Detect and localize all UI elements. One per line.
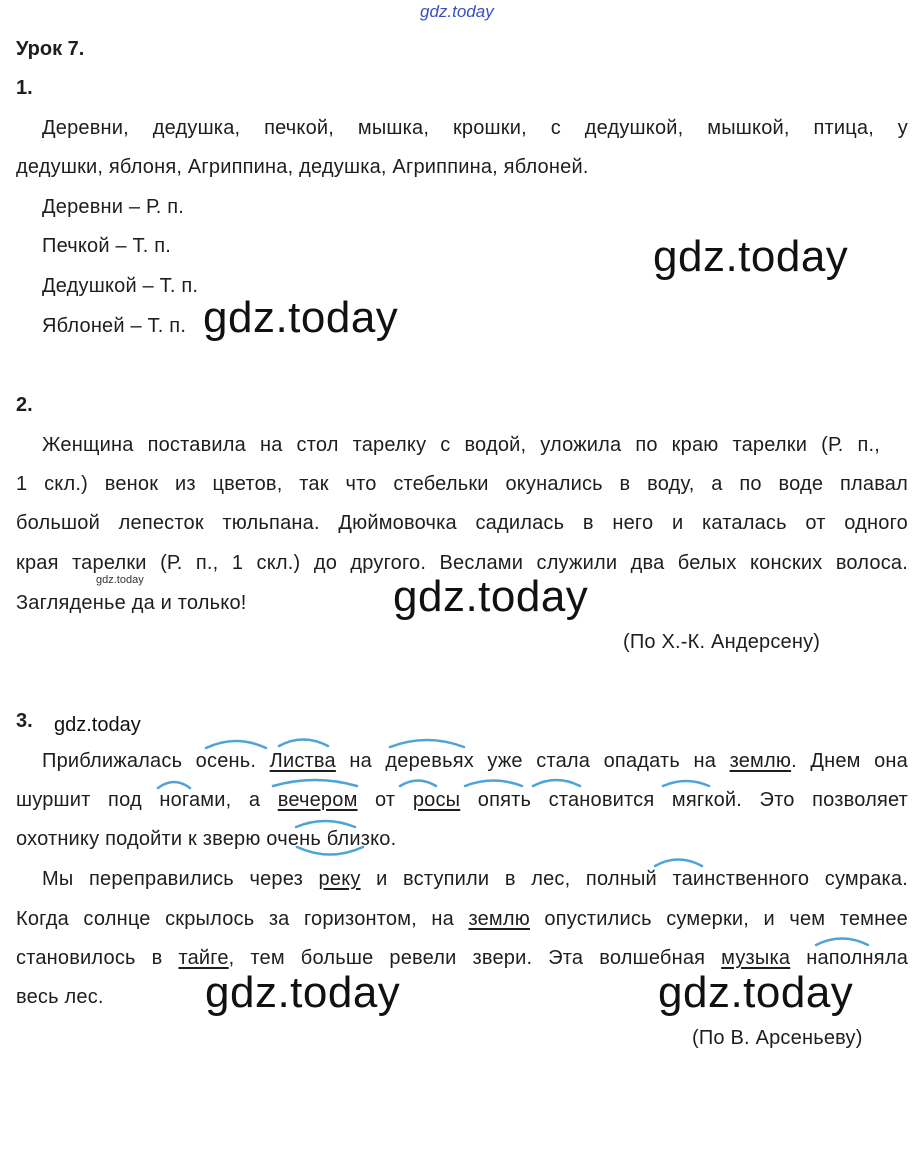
task3-p2-line2: Когда солнце скрылось за горизонтом, на землю опустились сумерки, и чем темнее — [16, 908, 908, 930]
task2-line: 1 скл.) венок из цветов, так что стебельки окунались в воду, а по воде плавал — [16, 473, 908, 495]
task1-answer: Яблоней – Т. п. — [42, 315, 187, 337]
ending-arc — [663, 781, 709, 786]
task2-line: большой лепесток тюльпана. Дюймовочка садилась в него и каталась от одного — [16, 512, 908, 534]
watermark: gdz.today — [658, 968, 854, 1017]
task1-answer: Печкой – Т. п. — [42, 235, 172, 257]
task3-number: 3. — [16, 710, 33, 732]
task3-p1-line1: Приближалась осень. Листва на деревьях уже стала опадать на землю. Днем она — [42, 750, 908, 772]
ending-arc — [655, 860, 702, 867]
watermark: gdz.today — [653, 232, 849, 281]
ending-arc — [400, 781, 436, 787]
task2-line: края тарелки (Р. п., 1 скл.) до другого. Веслами служили два белых конских волоса. — [16, 552, 908, 574]
ending-arc — [533, 780, 580, 786]
task3-p1-line3: охотнику подойти к зверю очень близко. — [16, 828, 397, 850]
watermark: gdz.today — [393, 572, 589, 621]
ending-arc — [816, 939, 868, 946]
task2-line: Женщина поставила на стол тарелку с водой, уложила по краю тарелки (Р. п., — [42, 434, 880, 456]
ending-arc — [390, 740, 464, 747]
task1-text-line2: дедушки, яблоня, Агриппина, дедушка, Агриппина, яблоней. — [16, 156, 589, 178]
task3-p1-line2: шуршит под ногами, а вечером от росы опять становится мягкой. Это позволяет — [16, 789, 908, 811]
watermark-small: gdz.today — [54, 714, 141, 736]
watermark: gdz.today — [205, 968, 401, 1017]
task3-source: (По В. Арсеньеву) — [692, 1027, 863, 1049]
ending-arc — [158, 782, 190, 788]
task1-answer: Деревни – Р. п. — [42, 196, 185, 218]
watermark-top: gdz.today — [420, 2, 494, 21]
ending-arc — [206, 741, 266, 748]
task3-p2-line1: Мы переправились через реку и вступили в лес, полный таинственного сумрака. — [42, 868, 908, 890]
task1-number: 1. — [16, 77, 33, 99]
lesson-title: Урок 7. — [16, 38, 85, 60]
task2-line: Загляденье да и только! — [16, 592, 247, 614]
watermark-tiny: gdz.today — [96, 574, 144, 586]
task3-p2-line4: весь лес. — [16, 986, 104, 1008]
ending-arc — [465, 781, 522, 787]
task2-source: (По Х.-К. Андерсену) — [623, 631, 821, 653]
task1-answer: Дедушкой – Т. п. — [42, 275, 199, 297]
task2-number: 2. — [16, 394, 33, 416]
task3-p2-line3: становилось в тайге, тем больше ревели звери. Эта волшебная музыка наполняла — [16, 947, 909, 969]
ending-arc — [296, 821, 355, 827]
ending-arc — [273, 780, 357, 786]
ending-arc — [279, 740, 328, 747]
task1-text-line1: Деревни, дедушка, печкой, мышка, крошки, с дедушкой, мышкой, птица, у — [42, 117, 908, 139]
watermark: gdz.today — [203, 293, 399, 342]
